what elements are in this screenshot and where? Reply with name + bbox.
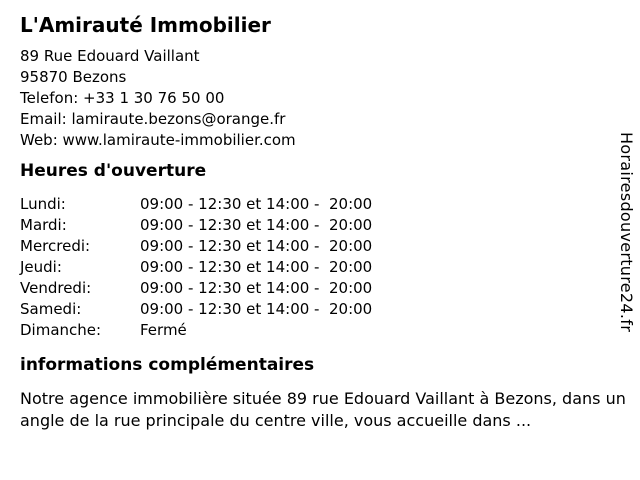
additional-info-text: Notre agence immobilière située 89 rue Edouard Vaillant à Bezons, dans un angle de la rue principale du centre ville, vous accueille dans ... [20, 389, 626, 430]
opening-hours-heading: Heures d'ouverture [20, 161, 207, 181]
contact-info [20, 46, 632, 151]
day-hours: 09:00 - 12:30 et 14:00 - 20:00 [140, 195, 373, 213]
day-hours: 09:00 - 12:30 et 14:00 - 20:00 [140, 258, 373, 276]
hours-row-saturday [20, 299, 632, 320]
day-label: Samedi: [20, 300, 82, 318]
phone-line: Telefon: +33 1 30 76 50 00 [20, 89, 225, 107]
day-label: Mardi: [20, 216, 67, 234]
address-city: 95870 Bezons [20, 68, 127, 86]
hours-row-sunday [20, 320, 632, 341]
business-name: L'Amirauté Immobilier [20, 13, 271, 37]
website-line: Web: www.lamiraute-immobilier.com [20, 131, 296, 149]
email-line: Email: lamiraute.bezons@orange.fr [20, 110, 286, 128]
day-label: Dimanche: [20, 321, 102, 339]
hours-row-tuesday [20, 215, 632, 236]
hours-row-friday [20, 278, 632, 299]
hours-row-thursday [20, 257, 632, 278]
watermark-brand: Horairesdouverture24.fr [617, 132, 636, 333]
day-label: Mercredi: [20, 237, 91, 255]
additional-info-heading: informations complémentaires [20, 355, 315, 375]
day-hours: Fermé [140, 321, 187, 339]
day-hours: 09:00 - 12:30 et 14:00 - 20:00 [140, 279, 373, 297]
opening-hours-table [20, 194, 632, 341]
listing-page [20, 0, 632, 432]
day-label: Vendredi: [20, 279, 92, 297]
hours-row-monday [20, 194, 632, 215]
day-label: Lundi: [20, 195, 66, 213]
day-label: Jeudi: [20, 258, 62, 276]
address-street: 89 Rue Edouard Vaillant [20, 47, 200, 65]
hours-row-wednesday [20, 236, 632, 257]
day-hours: 09:00 - 12:30 et 14:00 - 20:00 [140, 237, 373, 255]
day-hours: 09:00 - 12:30 et 14:00 - 20:00 [140, 300, 373, 318]
day-hours: 09:00 - 12:30 et 14:00 - 20:00 [140, 216, 373, 234]
